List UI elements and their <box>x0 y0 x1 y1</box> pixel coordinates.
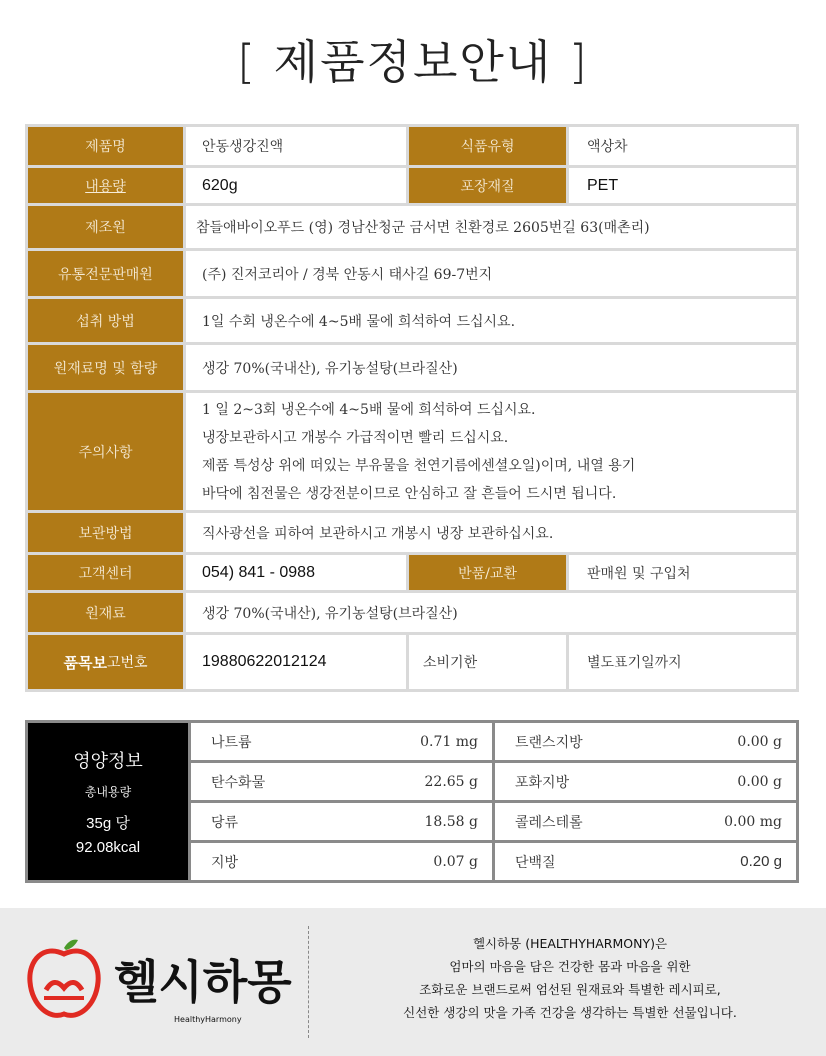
nutrient-value: 0.07 g <box>433 853 478 870</box>
caution-line: 바닥에 침전물은 생강전분이므로 안심하고 잘 흔들어 드시면 됩니다. <box>202 485 617 502</box>
value-volume: 620g <box>202 176 238 194</box>
nutrition-row <box>191 803 492 843</box>
label-manufacturer: 제조원 <box>28 206 186 248</box>
nutrition-col-left <box>188 723 492 880</box>
nutrient-value: 18.58 g <box>424 813 478 830</box>
nutrition-col-right <box>492 723 796 880</box>
product-info-table <box>25 124 799 692</box>
brand-logo <box>24 930 294 1030</box>
row-report-number <box>28 635 796 689</box>
desc-line: 조화로운 브랜드로써 엄선된 원재료와 특별한 레시피로, <box>419 982 721 997</box>
label-storage: 보관방법 <box>28 513 186 552</box>
nutrient-value: 0.00 mg <box>724 813 782 830</box>
label-return: 반품/교환 <box>406 555 569 590</box>
label-volume <box>28 168 186 203</box>
nutrient-name: 포화지방 <box>515 774 570 791</box>
nutrition-table <box>25 720 799 883</box>
value-food-type: 액상차 <box>587 139 628 155</box>
nutrition-row <box>495 843 796 880</box>
row-ingredients-content <box>28 345 796 393</box>
row-product-name <box>28 127 796 168</box>
value-caution <box>186 393 796 510</box>
page-title: [ 제품정보안내 ] <box>237 35 589 89</box>
row-storage <box>28 513 796 555</box>
label-packaging: 포장재질 <box>406 168 569 203</box>
label-food-type: 식품유형 <box>406 127 569 165</box>
nutrition-row <box>191 723 492 763</box>
nutrient-value: 0.71 mg <box>420 733 478 750</box>
caution-line: 제품 특성상 위에 떠있는 부유물을 천연기름에센셜오일)이며, 내열 용기 <box>202 457 636 474</box>
nutrition-row <box>191 843 492 880</box>
label-ingredients-content: 원재료명 및 함량 <box>28 345 186 390</box>
nutrient-value: 22.65 g <box>424 773 478 790</box>
brand-name-en: HealthyHarmony <box>174 1015 242 1024</box>
nutrient-name: 탄수화물 <box>211 774 266 791</box>
nutrition-row <box>495 803 796 843</box>
value-storage: 직사광선을 피하여 보관하시고 개봉시 냉장 보관하십시요. <box>202 525 554 542</box>
label-report-number <box>28 635 186 689</box>
row-intake <box>28 299 796 345</box>
label-intake: 섭취 방법 <box>28 299 186 342</box>
brand-description <box>330 932 810 1024</box>
value-report-number: 19880622012124 <box>202 653 327 670</box>
nutrient-name: 트랜스지방 <box>515 734 583 751</box>
label-report-rest: 고번호 <box>106 655 148 671</box>
label-distributor: 유통전문판매원 <box>28 251 186 296</box>
nutrient-value: 0.00 g <box>737 773 782 790</box>
label-report-bold: 품목보 <box>63 653 107 672</box>
nutrition-serving: 35g 당 <box>86 815 130 832</box>
nutrient-name: 당류 <box>211 814 239 831</box>
nutrition-row <box>495 763 796 803</box>
value-product-name: 안동생강진액 <box>202 139 284 155</box>
label-raw-material: 원재료 <box>28 593 186 632</box>
value-intake: 1일 수회 냉온수에 4~5배 물에 희석하여 드십시요. <box>202 313 516 330</box>
value-customer-service: 054) 841 - 0988 <box>202 563 315 581</box>
caution-line: 냉장보관하시고 개봉수 가급적이면 빨리 드십시요. <box>202 429 509 446</box>
apple-icon <box>30 940 98 1016</box>
nutrient-value: 0.20 g <box>740 853 782 870</box>
nutrition-row <box>495 723 796 763</box>
nutrition-columns <box>188 723 796 880</box>
nutrient-name: 지방 <box>211 854 239 871</box>
value-expiry: 별도표기일까지 <box>587 655 682 671</box>
row-customer-service <box>28 555 796 593</box>
label-volume-text: 내용량 <box>85 178 126 195</box>
desc-line: 헬시하몽 (HEALTHYHARMONY)은 <box>472 936 668 951</box>
brand-name: 헬시하몽 <box>114 955 292 1009</box>
nutrition-kcal: 92.08kcal <box>75 839 141 856</box>
nutrient-name: 단백질 <box>515 854 556 871</box>
desc-line: 엄마의 마음을 담은 건강한 몸과 마음을 위한 <box>449 959 691 974</box>
brand-footer <box>0 908 826 1056</box>
label-product-name: 제품명 <box>28 127 186 165</box>
nutrition-subtitle: 총내용량 <box>84 785 132 799</box>
value-ingredients-content: 생강 70%(국내산), 유기농설탕(브라질산) <box>202 360 458 377</box>
value-manufacturer: 참들애바이오푸드 (영) 경남산청군 금서면 친환경로 2605번길 63(매촌리) <box>196 220 650 236</box>
nutrition-header <box>28 723 188 880</box>
desc-line: 신선한 생강의 맛을 가족 건강을 생각하는 특별한 선물입니다. <box>403 1005 737 1020</box>
row-manufacturer <box>28 206 796 251</box>
nutrient-name: 콜레스테롤 <box>515 814 583 831</box>
label-expiry: 소비기한 <box>406 635 569 689</box>
nutrition-row <box>191 763 492 803</box>
value-return: 판매원 및 구입처 <box>587 565 691 582</box>
value-distributor: (주) 진저코리아 / 경북 안동시 태사길 69-7번지 <box>202 266 493 283</box>
row-distributor <box>28 251 796 299</box>
label-customer-service: 고객센터 <box>28 555 186 590</box>
row-caution <box>28 393 796 513</box>
nutrition-title: 영양정보 <box>73 751 143 772</box>
nutrient-name: 나트륨 <box>211 734 252 751</box>
footer-divider <box>308 926 309 1038</box>
caution-line: 1 일 2~3회 냉온수에 4~5배 물에 희석하여 드십시요. <box>202 401 536 418</box>
value-raw-material: 생강 70%(국내산), 유기농설탕(브라질산) <box>202 605 458 622</box>
nutrient-value: 0.00 g <box>737 733 782 750</box>
label-caution: 주의사항 <box>28 393 186 510</box>
value-packaging: PET <box>587 176 619 194</box>
row-volume <box>28 168 796 206</box>
row-raw-material <box>28 593 796 635</box>
